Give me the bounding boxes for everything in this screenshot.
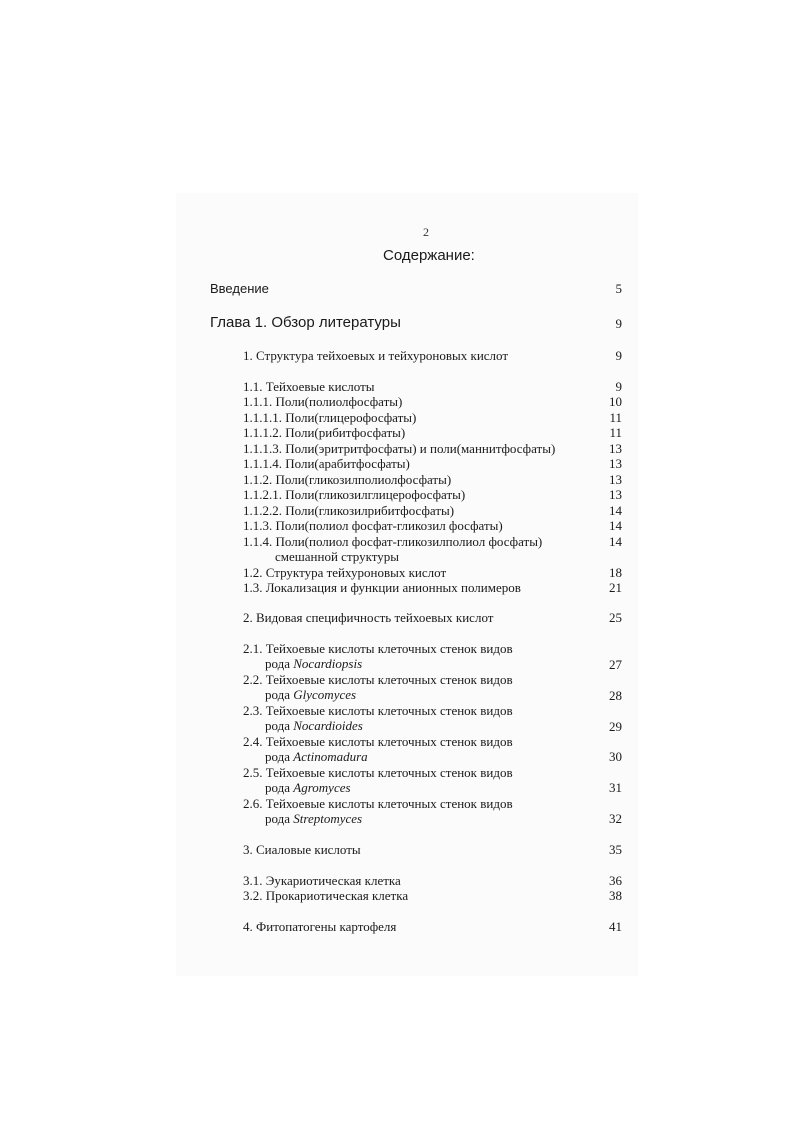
- toc-intro-label: Введение: [210, 281, 269, 296]
- genus-name: Nocardiopsis: [293, 656, 363, 671]
- toc-entry-page: 13: [609, 472, 622, 487]
- toc-entry: 2.3. Тейхоевые кислоты клеточных стенок видов: [243, 703, 513, 718]
- toc-entry-page: 9: [615, 379, 622, 394]
- toc-entry-page: 30: [609, 749, 622, 764]
- toc-entry: 1.1. Тейхоевые кислоты: [243, 379, 375, 394]
- toc-entry: 2.1. Тейхоевые кислоты клеточных стенок видов: [243, 641, 513, 656]
- toc-entry: 1.3. Локализация и функции анионных полимеров: [243, 580, 521, 595]
- toc-entry-genus: рода Glycomyces: [265, 687, 357, 702]
- toc-entry: 3. Сиаловые кислоты: [243, 842, 361, 857]
- toc-entry: 1.2. Структура тейхуроновых кислот: [243, 565, 447, 580]
- toc-entry-genus: рода Actinomadura: [265, 749, 368, 764]
- toc-entry: 1.1.1.2. Поли(рибитфосфаты): [243, 425, 406, 440]
- toc-entry-page: 13: [609, 487, 622, 502]
- toc-entry: 1.1.2.2. Поли(гликозилрибитфосфаты): [243, 503, 455, 518]
- toc-entry-genus: рода Agromyces: [265, 780, 351, 795]
- genus-name: Actinomadura: [293, 749, 368, 764]
- toc-entry-page: 36: [609, 873, 622, 888]
- toc-entry-page: 14: [609, 503, 622, 518]
- toc-entry-page: 9: [615, 348, 622, 363]
- toc-entry-page: 38: [609, 888, 622, 903]
- page-number: 2: [423, 225, 429, 239]
- toc-entry: 2.4. Тейхоевые кислоты клеточных стенок видов: [243, 734, 513, 749]
- toc-entry-page: 13: [609, 441, 622, 456]
- toc-entry-page: 18: [609, 565, 622, 580]
- toc-entry-page: 27: [609, 657, 622, 672]
- toc-chapter-label: Глава 1. Обзор литературы: [210, 314, 401, 331]
- toc-entry-page: 13: [609, 456, 622, 471]
- toc-entry-page: 14: [609, 518, 622, 533]
- toc-entry: 1. Структура тейхоевых и тейхуроновых кислот: [243, 348, 509, 363]
- toc-entry: 2. Видовая специфичность тейхоевых кислот: [243, 610, 494, 625]
- toc-entry-page: 25: [609, 610, 622, 625]
- toc-entry-genus: рода Streptomyces: [265, 811, 363, 826]
- toc-entry-page: 14: [609, 534, 622, 549]
- toc-entry: 1.1.1.3. Поли(эритритфосфаты) и поли(маннитфосфаты): [243, 441, 556, 456]
- toc-entry-page: 31: [609, 780, 622, 795]
- page-title: Содержание:: [383, 247, 475, 264]
- toc-entry-page: 41: [609, 919, 622, 934]
- toc-entry: 1.1.1.1. Поли(глицерофосфаты): [243, 410, 417, 425]
- toc-entry: 1.1.3. Поли(полиол фосфат-гликозил фосфаты): [243, 518, 503, 533]
- genus-name: Streptomyces: [293, 811, 363, 826]
- toc-entry: 1.1.4. Поли(полиол фосфат-гликозилполиол фосфаты): [243, 534, 543, 549]
- toc-intro-page: 5: [615, 281, 622, 296]
- toc-entry: 2.2. Тейхоевые кислоты клеточных стенок видов: [243, 672, 513, 687]
- toc-entry: 4. Фитопатогены картофеля: [243, 919, 397, 934]
- toc-entry-page: 10: [609, 394, 622, 409]
- toc-entry-page: 11: [609, 425, 622, 440]
- toc-entry: 1.1.2. Поли(гликозилполиолфосфаты): [243, 472, 452, 487]
- toc-entry-page: 32: [609, 811, 622, 826]
- genus-name: Nocardioides: [293, 718, 363, 733]
- toc-entry: 3.2. Прокариотическая клетка: [243, 888, 409, 903]
- toc-entry: смешанной структуры: [275, 549, 399, 564]
- toc-chapter-page: 9: [615, 316, 622, 331]
- toc-entry-page: 29: [609, 719, 622, 734]
- toc-entry: 1.1.2.1. Поли(гликозилглицерофосфаты): [243, 487, 466, 502]
- toc-entry-genus: рода Nocardioides: [265, 718, 363, 733]
- toc-entry-page: 21: [609, 580, 622, 595]
- toc-entry: 2.5. Тейхоевые кислоты клеточных стенок видов: [243, 765, 513, 780]
- genus-name: Agromyces: [293, 780, 351, 795]
- toc-entry: 3.1. Эукариотическая клетка: [243, 873, 401, 888]
- toc-entry-page: 35: [609, 842, 622, 857]
- genus-name: Glycomyces: [293, 687, 357, 702]
- toc-entry-page: 11: [609, 410, 622, 425]
- toc-entry: 2.6. Тейхоевые кислоты клеточных стенок видов: [243, 796, 513, 811]
- toc-entry: 1.1.1.4. Поли(арабитфосфаты): [243, 456, 410, 471]
- toc-entry-page: 28: [609, 688, 622, 703]
- toc-entry-genus: рода Nocardiopsis: [265, 656, 363, 671]
- toc-entry: 1.1.1. Поли(полиолфосфаты): [243, 394, 403, 409]
